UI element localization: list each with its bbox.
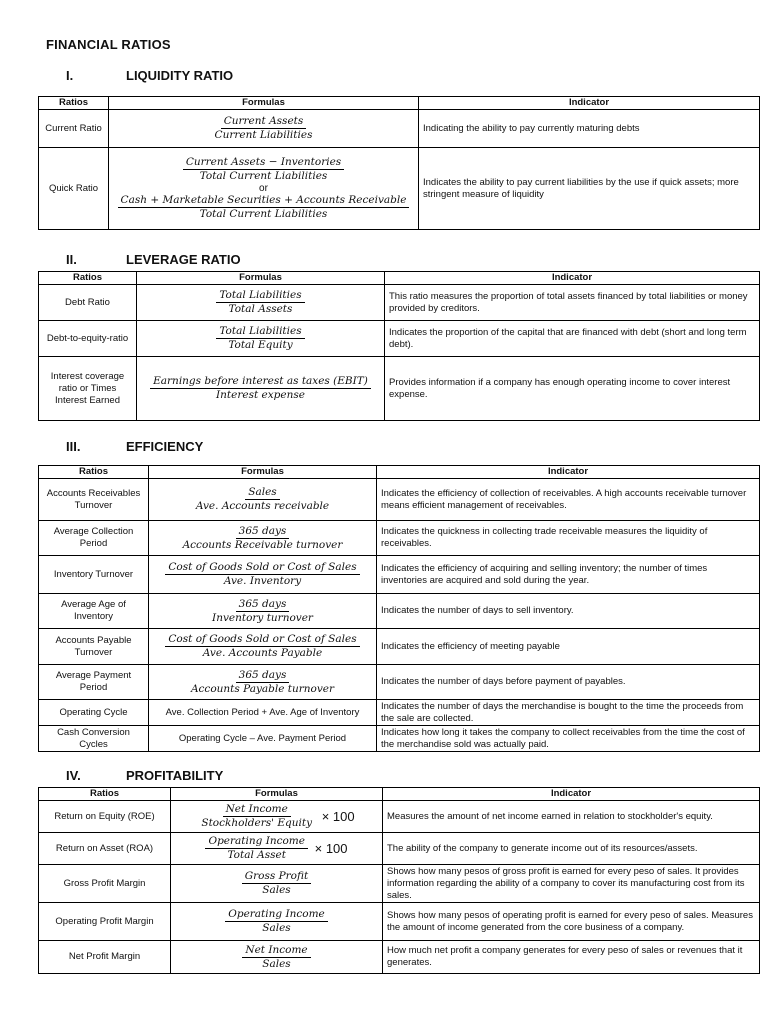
table-row [39,801,760,833]
header-indicator: Indicator [383,788,760,801]
formula-cell [171,833,383,865]
fraction [242,870,311,897]
indicator-text: This ratio measures the proportion of total assets financed by total liabilities or money provided by creditors. [385,285,760,321]
table-row [39,357,760,421]
table-row [39,941,760,974]
table-row [39,556,760,594]
numerator: 365 days [236,598,290,612]
table-row [39,700,760,726]
formula-text: Operating Cycle – Ave. Payment Period [149,726,377,752]
denominator: Ave. Accounts Payable [202,647,323,659]
indicator-text: Indicates the efficiency of meeting payable [377,629,760,665]
numerator: Current Assets − Inventories [183,156,344,170]
table-row [39,865,760,903]
denominator: Total Asset [227,849,286,861]
denominator: Stockholders' Equity [201,817,313,829]
section-heading-efficiency [66,439,203,454]
denominator: Inventory turnover [212,611,313,624]
table-row [39,726,760,752]
fraction [205,835,308,862]
fraction [165,633,359,660]
ratio-name: Inventory Turnover [39,556,149,594]
table-row [39,479,760,521]
profitability-table [38,787,760,974]
section-name: LEVERAGE RATIO [126,252,241,267]
ratio-name: Accounts Payable Turnover [39,629,149,665]
formula-cell [171,801,383,833]
numerator: Net Income [242,944,310,958]
indicator-text: How much net profit a company generates for every peso of sales or revenues that it generates. [383,941,760,974]
formula-cell [109,148,419,230]
section-name: EFFICIENCY [126,439,204,454]
numerator: Cost of Goods Sold or Cost of Sales [165,633,359,647]
indicator-text: Indicates how long it takes the company to collect receivables from the time the cost of the merchandise sold was actually paid. [377,726,760,752]
denominator: Sales [262,922,291,934]
ratio-name: Average Collection Period [39,521,149,556]
ratio-name: Return on Asset (ROA) [39,833,171,865]
indicator-text: Indicates the number of days to sell inventory. [377,594,760,629]
fraction [216,289,304,316]
indicator-text: Indicates the proportion of the capital that are financed with debt (short and long term debt). [385,321,760,357]
numerator: 365 days [236,669,290,683]
table-header-row [39,272,760,285]
section-number: I. [66,68,74,83]
header-ratios: Ratios [39,788,171,801]
formula-cell [171,865,383,903]
numerator: 365 days [236,525,290,539]
formula-cell [149,521,377,556]
formula-cell [149,479,377,521]
indicator-text: Indicates the efficiency of collection of receivables. A high accounts receivable turnover means efficient management of receivables. [377,479,760,521]
indicator-text: Provides information if a company has enough operating income to cover interest expense. [385,357,760,421]
formula-cell [137,321,385,357]
ratio-name: Accounts Receivables Turnover [39,479,149,521]
leverage-table [38,271,760,421]
fraction [183,156,344,183]
header-ratios: Ratios [39,466,149,479]
table-header-row [39,97,760,110]
document-title: FINANCIAL RATIOS [46,37,171,52]
fraction [242,944,310,971]
denominator: Ave. Inventory [223,575,302,587]
table-row [39,110,760,148]
ratio-name: Quick Ratio [39,148,109,230]
ratio-name: Current Ratio [39,110,109,148]
fraction [165,561,359,588]
numerator: Current Assets [221,115,307,129]
section-heading-leverage [66,252,241,267]
numerator: Cost of Goods Sold or Cost of Sales [165,561,359,575]
or-label: or [259,183,268,194]
formula-cell [149,665,377,700]
denominator: Total Current Liabilities [199,208,328,220]
header-ratios: Ratios [39,97,109,110]
header-formulas: Formulas [149,466,377,479]
fraction [118,194,410,221]
denominator: Total Current Liabilities [199,170,328,182]
table-row [39,321,760,357]
formula-cell [149,629,377,665]
denominator: Current Liabilities [214,129,313,141]
multiplier: × 100 [321,808,355,824]
denominator: Interest expense [216,389,305,401]
ratio-name: Debt-to-equity-ratio [39,321,137,357]
section-heading-liquidity [66,68,233,83]
formula-cell [171,903,383,941]
fraction [188,669,337,696]
header-formulas: Formulas [137,272,385,285]
numerator: Sales [245,486,279,500]
section-number: II. [66,252,77,267]
fraction [198,803,315,830]
formula-cell [171,941,383,974]
indicator-text: Indicates the quickness in collecting trade receivable measures the liquidity of receivables. [377,521,760,556]
fraction [216,325,304,352]
header-indicator: Indicator [385,272,760,285]
ratio-name: Interest coverage ratio or Times Interest Earned [39,357,137,421]
fraction [193,486,332,513]
table-row [39,148,760,230]
numerator: Gross Profit [242,870,311,884]
formula-cell [137,357,385,421]
formula-text: Ave. Collection Period + Ave. Age of Inventory [149,700,377,726]
section-name: LIQUIDITY RATIO [126,68,234,83]
numerator: Net Income [223,803,291,817]
section-name: PROFITABILITY [126,768,224,783]
numerator: Operating Income [205,835,308,849]
efficiency-table [38,465,760,752]
table-row [39,833,760,865]
header-indicator: Indicator [377,466,760,479]
ratio-name: Average Age of Inventory [39,594,149,629]
denominator: Accounts Payable turnover [190,682,335,695]
numerator: Total Liabilities [216,325,304,339]
formula-cell [149,556,377,594]
section-number: IV. [66,768,81,783]
ratio-name: Cash Conversion Cycles [39,726,149,752]
indicator-text: Indicating the ability to pay currently maturing debts [419,110,760,148]
header-indicator: Indicator [419,97,760,110]
formula-cell [149,594,377,629]
ratio-name: Operating Profit Margin [39,903,171,941]
ratio-name: Net Profit Margin [39,941,171,974]
ratio-name: Average Payment Period [39,665,149,700]
table-row [39,521,760,556]
denominator: Total Equity [228,339,293,351]
quick-ratio-formula [113,156,414,221]
table-header-row [39,788,760,801]
indicator-text: Indicates the efficiency of acquiring and selling inventory; the number of times inventories are acquired and sold during the year. [377,556,760,594]
indicator-text: Shows how many pesos of gross profit is earned for every peso of sales. It provides information regarding the ability of a company to cover its manufacturing cost from its sales. [383,865,760,903]
multiplier: × 100 [314,840,348,856]
header-formulas: Formulas [109,97,419,110]
indicator-text: Shows how many pesos of operating profit is earned for every peso of sales. Measures the amount of income generated from the core business of a company. [383,903,760,941]
numerator: Earnings before interest as taxes (EBIT) [150,375,371,389]
indicator-text: The ability of the company to generate income out of its resources/assets. [383,833,760,865]
header-formulas: Formulas [171,788,383,801]
table-row [39,629,760,665]
denominator: Sales [262,884,291,896]
ratio-name: Return on Equity (ROE) [39,801,171,833]
formula-cell [137,285,385,321]
table-row [39,285,760,321]
liquidity-table [38,96,760,230]
numerator: Operating Income [225,908,328,922]
header-ratios: Ratios [39,272,137,285]
table-header-row [39,466,760,479]
fraction [212,115,316,142]
formula-cell [109,110,419,148]
indicator-text: Measures the amount of net income earned in relation to stockholder's equity. [383,801,760,833]
section-number: III. [66,439,81,454]
fraction [150,375,371,402]
fraction [180,525,346,552]
denominator: Sales [262,957,291,970]
section-heading-profitability [66,768,223,783]
ratio-name: Debt Ratio [39,285,137,321]
numerator: Total Liabilities [216,289,304,303]
indicator-text: Indicates the ability to pay current liabilities by the use if quick assets; more stringent measure of liquidity [419,148,760,230]
indicator-text: Indicates the number of days before payment of payables. [377,665,760,700]
table-row [39,903,760,941]
ratio-name: Gross Profit Margin [39,865,171,903]
indicator-text: Indicates the number of days the merchandise is bought to the time the proceeds from the sale are collected. [377,700,760,726]
table-row [39,665,760,700]
denominator: Accounts Receivable turnover [182,538,343,551]
numerator: Cash + Marketable Securities + Accounts Receivable [118,194,410,208]
fraction [209,598,316,625]
table-row [39,594,760,629]
denominator: Ave. Accounts receivable [195,500,330,512]
denominator: Total Assets [228,303,293,315]
ratio-name: Operating Cycle [39,700,149,726]
fraction [225,908,328,935]
